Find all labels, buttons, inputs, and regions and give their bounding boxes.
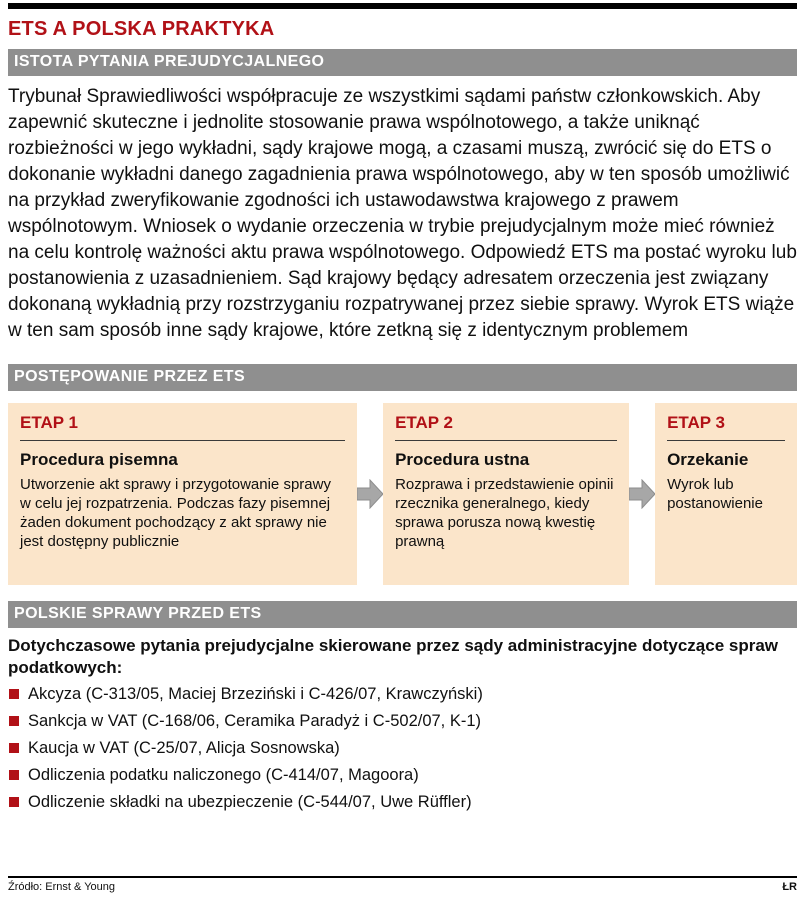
case-text: Odliczenia podatku naliczonego (C-414/07, Magoora) xyxy=(28,766,419,784)
stage-title: Procedura pisemna xyxy=(20,450,178,469)
stage-label: ETAP 1 xyxy=(20,413,345,441)
section-header-label: ISTOTA PYTANIA PREJUDYCJALNEGO xyxy=(14,53,325,70)
stage-text: Rozprawa i przedstawienie opinii rzecznika generalnego, kiedy sprawa porusza nową kwestię prawną xyxy=(395,476,614,550)
arrow-right-icon xyxy=(629,479,655,509)
case-text: Akcyza (C-313/05, Maciej Brzeziński i C-426/07, Krawczyński) xyxy=(28,685,483,703)
source-label: Źródło: Ernst & Young xyxy=(8,881,116,893)
bullet-square-icon xyxy=(9,743,19,753)
bullet-square-icon xyxy=(9,716,19,726)
stages-row xyxy=(8,403,797,585)
arrow-right-icon xyxy=(357,479,383,509)
case-text: Kaucja w VAT (C-25/07, Alicja Sosnowska) xyxy=(28,739,340,757)
footer xyxy=(8,876,797,894)
infographic-page xyxy=(0,3,805,898)
istota-paragraph: Trybunał Sprawiedliwości współpracuje ze wszystkimi sądami państw członkowskich. Aby zapewnić skuteczne i jednolite stosowanie prawa wspólnotowego, a także uniknąć rozbieżności w jego wykładni, sądy krajowe mogą, a czasami muszą, zwrócić się do ETS o dokonanie wykładni danego zagadnienia prawa wspólnotowego, aby w ten sposób umożliwić na przykład zweryfikowanie zgodności ich ustawodawstwa krajowego z prawem wspólnotowym. Wniosek o wydanie orzeczenia w trybie prejudycjalnym może mieć również na celu kontrolę ważności aktu prawa wspólnotowego. Odpowiedź ETS ma postać wyroku lub postanowienia z uzasadnieniem. Sąd krajowy będący adresatem orzeczenia jest związany dokonaną wykładnią przy rozstrzyganiu rozpatrywanej przez siebie sprawy. Wyrok ETS wiąże w ten sam sposób inne sądy krajowe, które zetkną się z identycznym problemem xyxy=(8,86,797,341)
stage-text: Wyrok lub postanowienie xyxy=(667,476,763,512)
bullet-square-icon xyxy=(9,770,19,780)
section-header-label: POLSKIE SPRAWY PRZED ETS xyxy=(14,605,262,622)
arrow-right-icon xyxy=(357,403,383,585)
arrow-right-icon xyxy=(629,403,655,585)
stage-text: Utworzenie akt sprawy i przygotowanie sprawy w celu jej rozpatrzenia. Podczas fazy pisemnej żaden dokument pochodzący z akt sprawy nie jest dostępny publicznie xyxy=(20,476,331,550)
list-item xyxy=(8,792,797,812)
list-item xyxy=(8,684,797,704)
section-header-postepowanie xyxy=(8,364,797,391)
list-item xyxy=(8,765,797,785)
stage-card-2 xyxy=(383,403,629,585)
list-item xyxy=(8,738,797,758)
stage-card-3 xyxy=(655,403,797,585)
stage-label: ETAP 3 xyxy=(667,413,785,441)
stage-title: Orzekanie xyxy=(667,450,749,469)
case-list xyxy=(8,684,797,812)
list-item xyxy=(8,711,797,731)
bullet-square-icon xyxy=(9,689,19,699)
polskie-intro: Dotychczasowe pytania prejudycjalne skierowane przez sądy administracyjne dotyczące spraw podatkowych: xyxy=(8,636,779,677)
stage-title: Procedura ustna xyxy=(395,450,530,469)
credit-label: ŁR xyxy=(782,881,797,893)
page-title: ETS A POLSKA PRAKTYKA xyxy=(8,18,275,40)
stage-card-1 xyxy=(8,403,357,585)
case-text: Odliczenie składki na ubezpieczenie (C-544/07, Uwe Rüffler) xyxy=(28,793,472,811)
section-header-label: POSTĘPOWANIE PRZEZ ETS xyxy=(14,368,246,385)
section-header-polskie xyxy=(8,601,797,628)
bullet-square-icon xyxy=(9,797,19,807)
top-rule xyxy=(8,3,797,9)
stage-label: ETAP 2 xyxy=(395,413,617,441)
case-text: Sankcja w VAT (C-168/06, Ceramika Paradyż i C-502/07, K-1) xyxy=(28,712,482,730)
section-header-istota xyxy=(8,49,797,76)
